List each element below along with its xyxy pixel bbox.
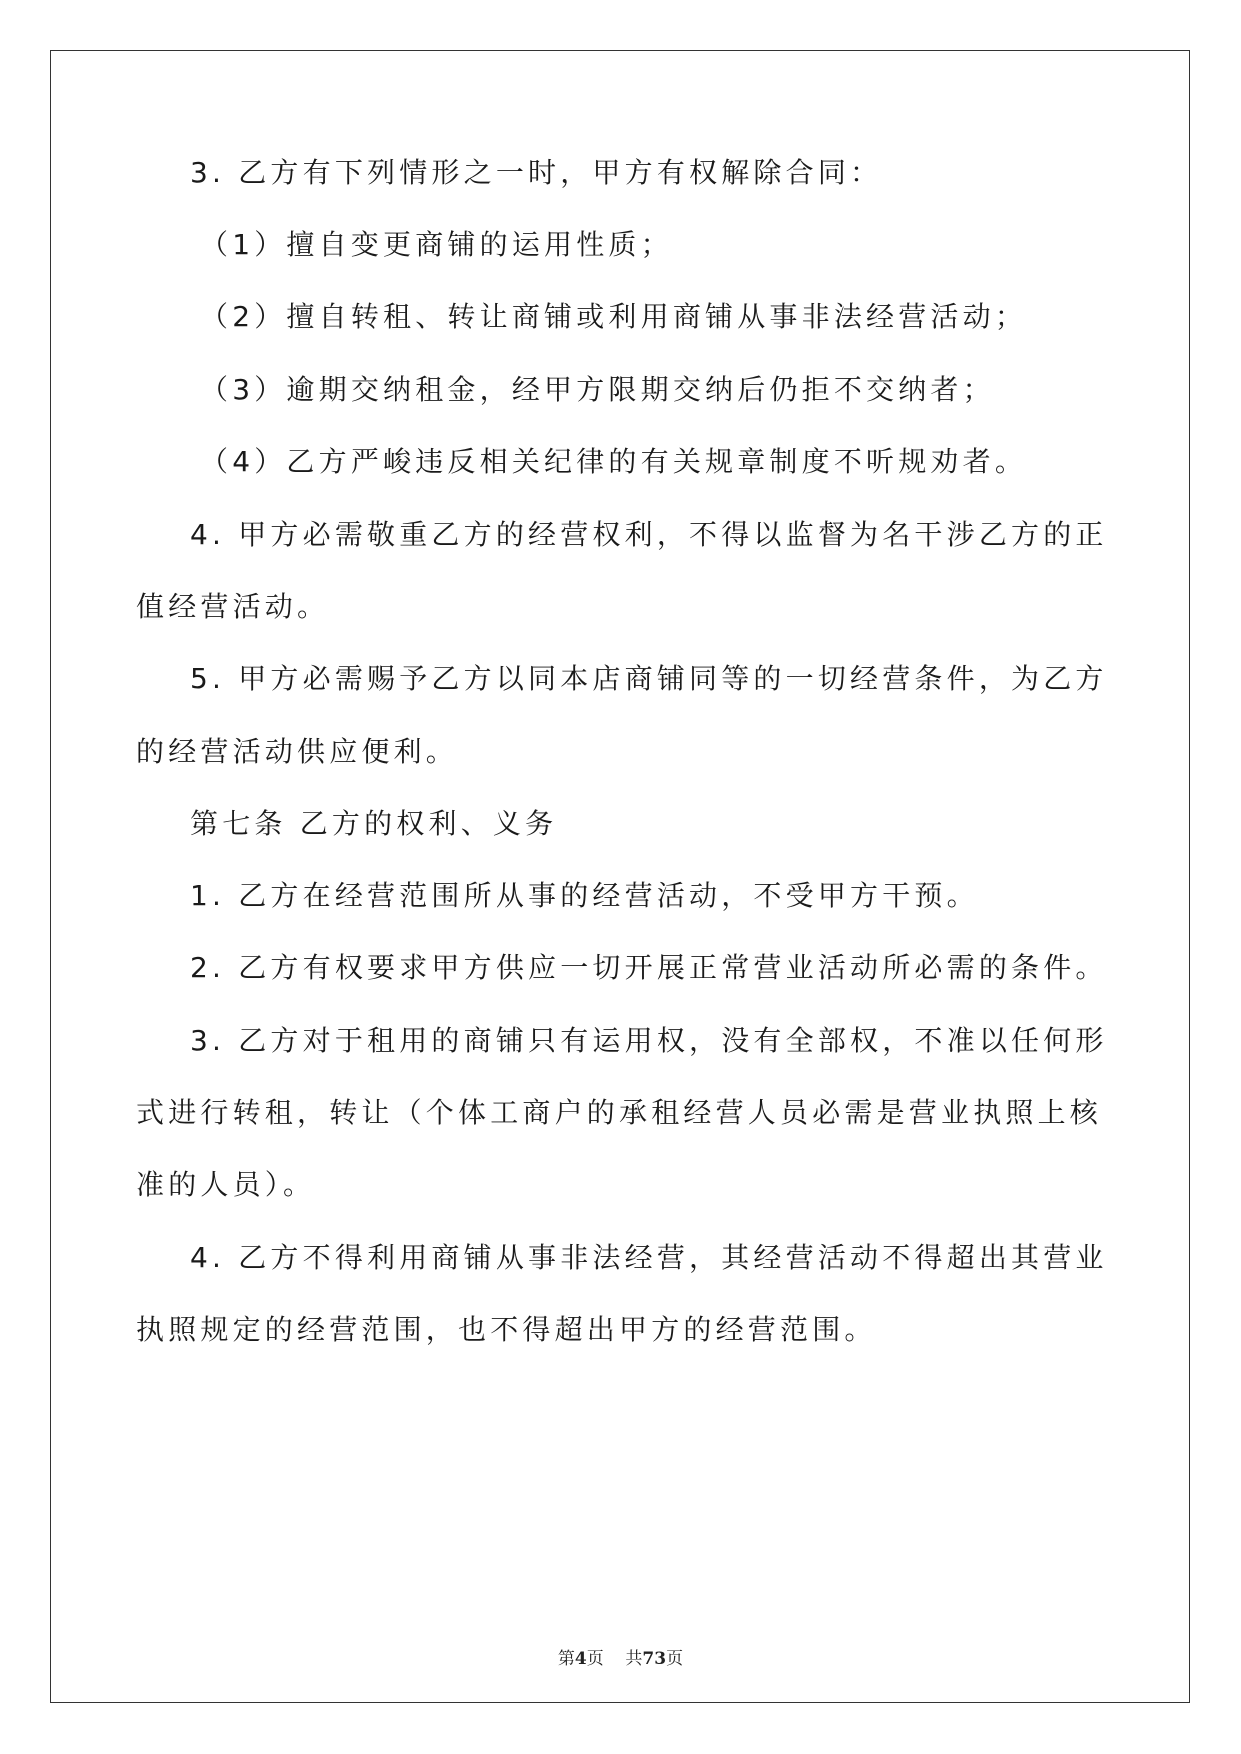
- paragraph-line: 3. 乙方有下列情形之一时，甲方有权解除合同：: [190, 156, 883, 189]
- paragraph-line: 3. 乙方对于租用的商铺只有运用权，没有全部权，不准以任何形: [190, 1024, 1108, 1057]
- paragraph-line: （4）乙方严峻违反相关纪律的有关规章制度不听规劝者。: [200, 445, 1028, 478]
- paragraph-line: 值经营活动。: [136, 590, 330, 623]
- total-prefix: 共: [625, 1649, 643, 1669]
- paragraph-line: 1. 乙方在经营范围所从事的经营活动，不受甲方干预。: [190, 879, 979, 912]
- total-pages: 73: [642, 1649, 667, 1669]
- paragraph-line: 执照规定的经营范围，也不得超出甲方的经营范围。: [136, 1313, 877, 1346]
- paragraph-line: （1）擅自变更商铺的运用性质；: [200, 228, 673, 261]
- page-prefix: 第: [557, 1649, 575, 1669]
- paragraph-line: 的经营活动供应便利。: [136, 735, 459, 768]
- section-heading: 第七条 乙方的权利、义务: [190, 807, 558, 840]
- page-footer: [0, 1648, 1241, 1670]
- page-border: [50, 50, 1190, 1703]
- page-number: 4: [574, 1649, 587, 1669]
- paragraph-line: 4. 乙方不得利用商铺从事非法经营，其经营活动不得超出其营业: [190, 1241, 1108, 1274]
- paragraph-line: （3）逾期交纳租金，经甲方限期交纳后仍拒不交纳者；: [200, 373, 995, 406]
- page-suffix: 页: [586, 1649, 604, 1669]
- paragraph-line: 2. 乙方有权要求甲方供应一切开展正常营业活动所必需的条件。: [190, 951, 1108, 984]
- paragraph-line: 式进行转租，转让（个体工商户的承租经营人员必需是营业执照上核: [136, 1096, 1103, 1129]
- paragraph-line: （2）擅自转租、转让商铺或利用商铺从事非法经营活动；: [200, 300, 1028, 333]
- paragraph-line: 4. 甲方必需敬重乙方的经营权利，不得以监督为名干涉乙方的正: [190, 518, 1108, 551]
- paragraph-line: 准的人员）。: [136, 1168, 316, 1201]
- total-suffix: 页: [666, 1649, 684, 1669]
- paragraph-line: 5. 甲方必需赐予乙方以同本店商铺同等的一切经营条件，为乙方: [190, 662, 1108, 695]
